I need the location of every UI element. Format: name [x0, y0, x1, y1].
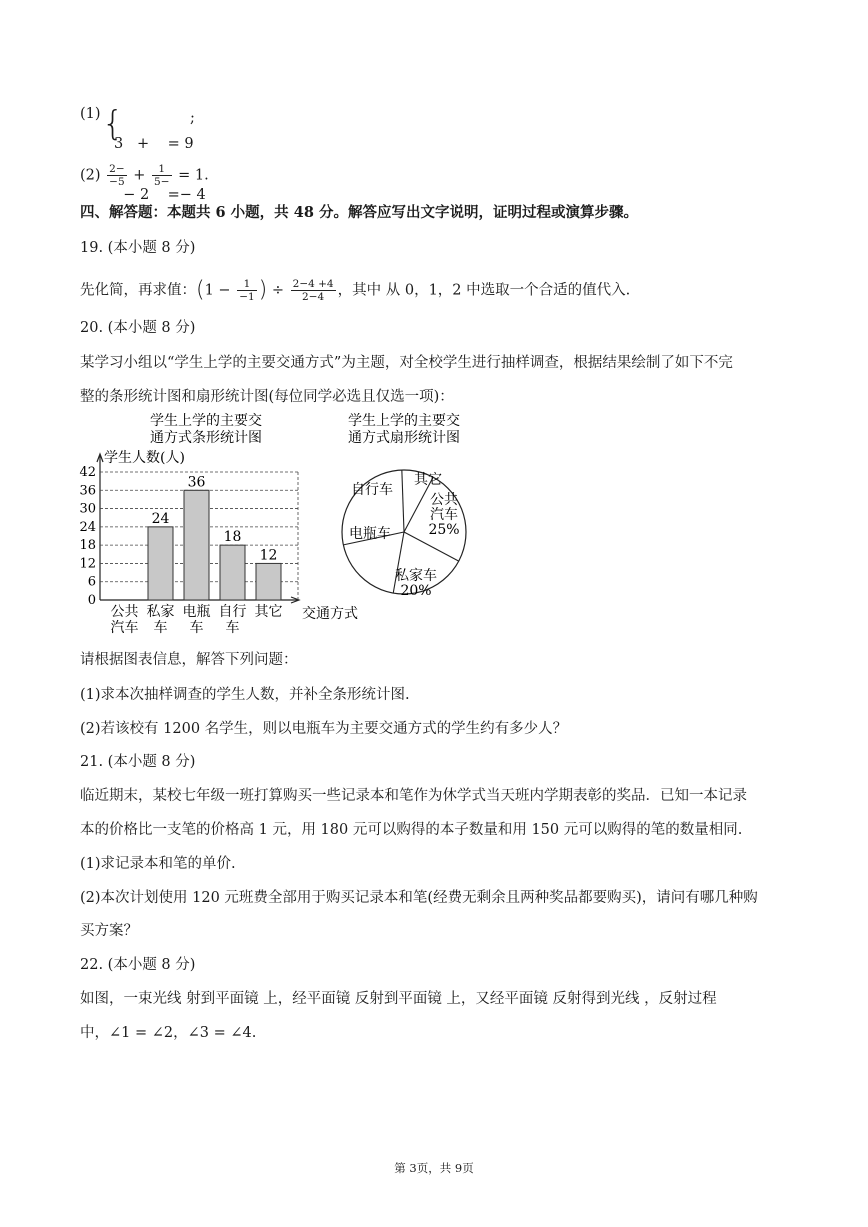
pie-slice-label: 25%: [428, 522, 460, 538]
bar-chart: [79, 449, 358, 636]
q21-sub-1: (1)求记录本和笔的单价.: [80, 856, 236, 872]
equation-system-1: [80, 104, 206, 203]
equation-2: [80, 163, 209, 188]
y-axis-label: 学生人数(人): [104, 450, 185, 466]
q19-body: [80, 278, 630, 303]
q22-paragraph-1: 如图，一束光线 射到平面镜 上，经平面镜 反射到平面镜 上，又经平面镜 反射得到光线 ，反射过程: [80, 991, 717, 1007]
x-tick-label: 车: [189, 620, 204, 636]
y-tick-label: 18: [79, 538, 96, 554]
bar: [184, 490, 209, 600]
pie-slice-label: 其它: [414, 472, 442, 488]
q21-header: 21. (本小题 8 分): [80, 754, 196, 770]
q20-header: 20. (本小题 8 分): [80, 320, 196, 336]
q19-one-minus: 1 −: [204, 282, 231, 299]
q19-f1-den: −1: [239, 291, 255, 303]
bar: [148, 527, 173, 600]
q21-paragraph-1: 临近期末，某校七年级一班打算购买一些记录本和笔作为休学式当天班内学期表彰的奖品．已知一本记录: [80, 788, 747, 804]
left-paren-icon: (: [196, 277, 205, 303]
y-tick-label: 30: [79, 501, 96, 517]
eq1-row2: − 2 =− 4: [114, 187, 206, 203]
q19-fraction-2: [291, 278, 336, 303]
y-tick-label: 6: [87, 574, 96, 590]
q19-lead: 先化简，再求值：: [80, 282, 196, 299]
bar-title-line1: 学生上学的主要交: [150, 413, 262, 429]
section-4-heading: 四、解答题：本题共 6 小题，共 48 分。解答应写出文字说明，证明过程或演算步骤。: [80, 204, 638, 221]
eq2-fraction-2: [152, 163, 171, 188]
bar: [256, 563, 281, 600]
x-tick-label: 电瓶: [182, 604, 211, 620]
x-tick-label: 其它: [254, 604, 283, 620]
pie-slice-label: 电瓶车: [349, 526, 391, 542]
bar-value-label: 18: [223, 529, 242, 546]
pie-title-line1: 学生上学的主要交: [348, 413, 460, 429]
q22-paragraph-2: 中，∠1 = ∠2，∠3 = ∠4.: [80, 1025, 257, 1041]
eq1-end: ;: [190, 110, 195, 126]
pie-slice-label: 20%: [400, 583, 432, 599]
y-tick-label: 36: [79, 483, 96, 499]
pie-title-line2: 通方式扇形统计图: [348, 430, 460, 446]
pie-chart: [342, 470, 466, 599]
eq2-frac1-den: −5: [109, 176, 125, 188]
x-tick-label: 私家: [146, 604, 175, 620]
q20-after: 请根据图表信息，解答下列问题：: [80, 652, 298, 668]
eq2-fraction-1: [107, 163, 126, 188]
bar-value-label: 36: [187, 474, 206, 491]
q19-fraction-1: [237, 278, 256, 303]
q20-sub-2: (2)若该校有 1200 名学生，则以电瓶车为主要交通方式的学生约有多少人？: [80, 721, 568, 737]
q22-header: 22. (本小题 8 分): [80, 957, 196, 973]
q20-paragraph-2: 整的条形统计图和扇形统计图(每位同学必选且仅选一项)：: [80, 389, 454, 405]
x-tick-label: 车: [153, 620, 168, 636]
eq1-row1: 3 + = 9: [114, 136, 194, 152]
eq2-frac2-den: 5−: [154, 176, 170, 188]
pie-slice-divider: [402, 470, 404, 532]
pie-slice-label: 私家车: [395, 568, 437, 584]
x-tick-label: 车: [225, 620, 240, 636]
q19-f1-num: 1: [237, 278, 256, 291]
pie-slice-label: 汽车: [430, 507, 458, 523]
bar-value-label: 24: [151, 510, 170, 527]
q19-div: ÷: [271, 282, 285, 299]
x-tick-label: 汽车: [110, 620, 139, 636]
x-tick-label: 自行: [218, 604, 247, 620]
eq2-frac1-num: 2−: [109, 163, 125, 175]
x-tick-label: 公共: [110, 604, 139, 620]
x-axis-label: 交通方式: [302, 606, 358, 622]
q20-sub-1: (1)求本次抽样调查的学生人数，并补全条形统计图.: [80, 687, 410, 703]
q21-paragraph-2: 本的价格比一支笔的价格高 1 元，用 180 元可以购得的本子数量和用 150 元可以购得的笔的数量相同.: [80, 822, 743, 838]
q19-header: 19. (本小题 8 分): [80, 240, 196, 256]
q19-f2-num: 2−4 +4: [292, 278, 334, 290]
eq2-frac2-num: 1: [152, 163, 171, 176]
left-brace-icon: {: [102, 104, 124, 144]
y-tick-label: 0: [87, 593, 96, 608]
pie-slice-label: 自行车: [351, 482, 393, 498]
bar-title-line2: 通方式条形统计图: [150, 430, 262, 446]
right-paren-icon: ): [258, 277, 268, 303]
y-tick-label: 24: [79, 519, 96, 535]
bar-value-label: 12: [259, 547, 278, 564]
q21-sub-2b: 买方案？: [80, 923, 138, 939]
q19-f2-den: 2−4: [302, 291, 325, 303]
q20-paragraph-1: 某学习小组以“学生上学的主要交通方式”为主题，对全校学生进行抽样调查，根据结果绘制了如下不完: [80, 355, 733, 371]
q19-tail: ，其中 从 0，1，2 中选取一个合适的值代入.: [337, 282, 631, 299]
statistics-charts: [76, 408, 516, 640]
pie-slice-label: 公共: [430, 492, 458, 508]
bar: [220, 545, 245, 600]
y-tick-label: 12: [79, 556, 96, 572]
eq1-label: (1): [80, 106, 101, 122]
eq2-label: (2): [80, 167, 101, 184]
eq2-rhs: = 1.: [178, 167, 209, 184]
q21-sub-2a: (2)本次计划使用 120 元班费全部用于购买记录本和笔(经费无剩余且两种奖品都要购买)，请问有哪几种购: [80, 890, 758, 906]
eq2-plus: +: [133, 167, 146, 184]
y-tick-label: 42: [79, 465, 96, 480]
page-footer: 第 3页，共 9页: [394, 1161, 474, 1175]
